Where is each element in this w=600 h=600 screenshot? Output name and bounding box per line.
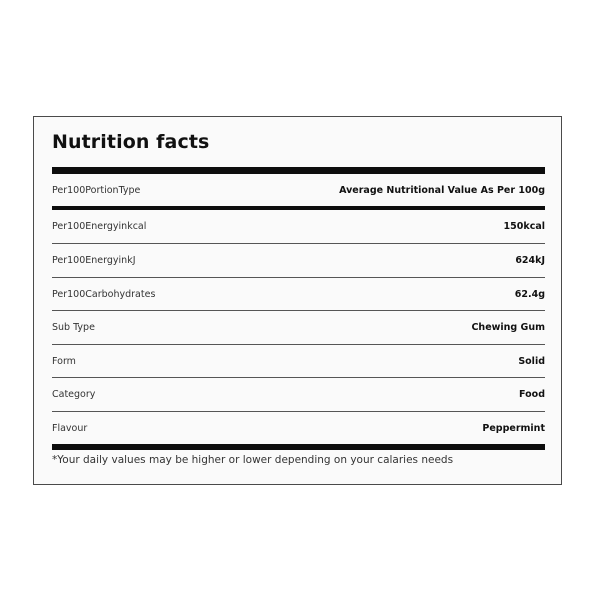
- panel-title: Nutrition facts: [52, 131, 210, 153]
- table-row-sub-type: [52, 317, 545, 337]
- table-row-form: [52, 351, 545, 371]
- row-divider: [52, 411, 545, 412]
- row-value: Food: [519, 388, 545, 400]
- row-label: Category: [52, 388, 96, 400]
- table-row-portion-type: [52, 180, 545, 200]
- table-row-carbohydrates: [52, 284, 545, 304]
- row-value: 62.4g: [514, 288, 545, 300]
- top-thick-divider: [52, 167, 545, 174]
- nutrition-facts-panel: [33, 116, 562, 485]
- bottom-thick-divider: [52, 444, 545, 450]
- row-value: Average Nutritional Value As Per 100g: [339, 184, 545, 196]
- row-divider: [52, 243, 545, 244]
- row-label: Per100Carbohydrates: [52, 288, 156, 300]
- row-label: Per100Energyinkcal: [52, 220, 147, 232]
- row-divider: [52, 377, 545, 378]
- row-divider: [52, 277, 545, 278]
- row-value: Solid: [518, 355, 545, 367]
- row-value: Peppermint: [482, 422, 545, 434]
- table-row-flavour: [52, 418, 545, 438]
- row-value: Chewing Gum: [471, 321, 545, 333]
- row-divider: [52, 310, 545, 311]
- header-thick-divider: [52, 206, 545, 210]
- table-row-energy-kcal: [52, 216, 545, 236]
- daily-values-footnote: *Your daily values may be higher or lower depending on your calaries needs: [52, 454, 454, 466]
- table-row-category: [52, 384, 545, 404]
- row-divider: [52, 344, 545, 345]
- row-label: Flavour: [52, 422, 88, 434]
- row-label: Form: [52, 355, 76, 367]
- row-value: 150kcal: [503, 220, 545, 232]
- table-row-energy-kj: [52, 250, 545, 270]
- row-label: Per100EnergyinkJ: [52, 254, 136, 266]
- row-label: Per100PortionType: [52, 184, 141, 196]
- row-label: Sub Type: [52, 321, 95, 333]
- row-value: 624kJ: [515, 254, 545, 266]
